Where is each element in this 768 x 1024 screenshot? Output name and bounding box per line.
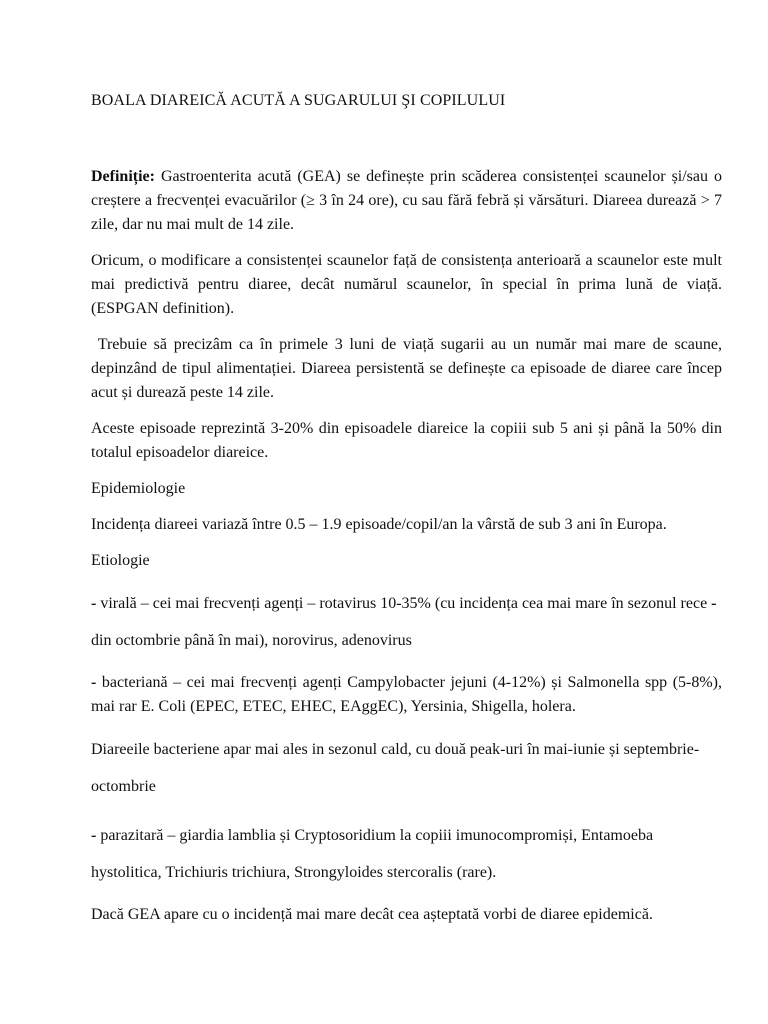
consistency-paragraph: Oricum, o modificare a consistenței scaunelor față de consistența anterioară a scaunelor este mult mai predictivă pentru diaree, decât numărul scaunelor, în special în prima lună de viață. (ESPGAN definition). (91, 252, 722, 317)
viral-dash-2: - (707, 595, 717, 612)
document-body (91, 165, 722, 927)
viral-text-2: din octombrie până în mai), norovirus, adenovirus (91, 632, 412, 649)
incidence-paragraph: Incidența diareei variază între 0.5 – 1.9 episoade/copil/an la vârstă de sub 3 ani în Europa. (91, 516, 667, 533)
bacterial-season-paragraph: Diareeile bacteriene apar mai ales in sezonul cald, cu două peak-uri în mai-iunie și septembrie-octombrie (91, 741, 700, 795)
epidemic-paragraph: Dacă GEA apare cu o incidență mai mare decât cea așteptată vorbi de diaree epidemică. (91, 906, 653, 923)
parasitic-text: parazitară – giardia lamblia și Cryptosoridium la copiii imunocompromiși, Entamoeba hystolitica, Trichiuris trichiura, Strongyloides stercoralis (rare). (91, 827, 654, 881)
parasitic-dash: - (91, 827, 97, 844)
bacterial-dash: - (91, 674, 97, 691)
infants-paragraph (91, 333, 722, 405)
definition-label: Definiție: (91, 168, 155, 185)
epidemiology-heading: Epidemiologie (91, 480, 186, 497)
parasitic-paragraph (91, 817, 722, 891)
viral-text: virală – cei mai frecvenți agenți – rotavirus 10-35% (cu incidența cea mai mare în sezonul rece (96, 595, 708, 612)
infants-text: Trebuie să precizâm ca în primele 3 luni de viață sugarii au un număr mai mare de scaune, depinzând de tipul alimentației. Diareea persistentă se definește ca episoade de diaree care încep acut și durează peste 14 zile. (91, 336, 722, 401)
definition-paragraph (91, 165, 722, 237)
bacterial-paragraph (91, 671, 722, 719)
viral-dash: - (91, 595, 97, 612)
document-title: BOALA DIAREICĂ ACUTĂ A SUGARULUI ŞI COPILULUI (91, 92, 506, 109)
bacterial-text: bacteriană – cei mai frecvenți agenți Campylobacter jejuni (4-12%) și Salmonella spp (5-8%), mai rar E. Coli (EPEC, ETEC, EHEC, EAggEC), Yersinia, Shigella, holera. (91, 674, 722, 715)
etiology-heading: Etiologie (91, 552, 150, 569)
episodes-paragraph: Aceste episoade reprezintă 3-20% din episoadele diareice la copiii sub 5 ani și până la 50% din totalul episoadelor diareice. (91, 420, 722, 461)
definition-text: Gastroenterita acută (GEA) se definește prin scăderea consistenței scaunelor și/sau o creștere a frecvenței evacuărilor (≥ 3 în 24 ore), cu sau fără febră și vărsături. Diareea durează > 7 zile, dar nu mai mult de 14 zile. (91, 168, 723, 233)
viral-paragraph (91, 585, 722, 659)
